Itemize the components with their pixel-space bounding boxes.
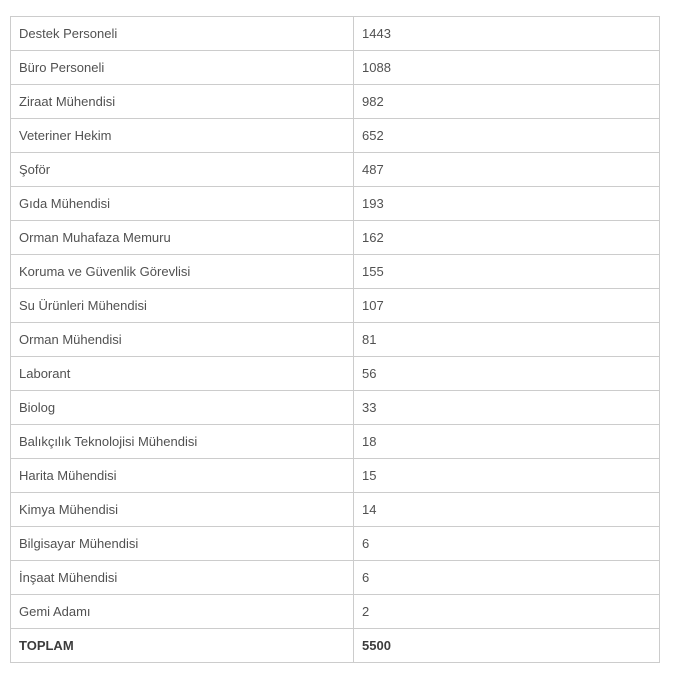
row-value: 2	[354, 595, 660, 629]
table-row	[11, 527, 660, 561]
table-row	[11, 289, 660, 323]
row-label: Koruma ve Güvenlik Görevlisi	[11, 255, 354, 289]
table-row	[11, 493, 660, 527]
row-label: Gıda Mühendisi	[11, 187, 354, 221]
table-row	[11, 187, 660, 221]
row-label: Destek Personeli	[11, 17, 354, 51]
table-row	[11, 323, 660, 357]
table-row	[11, 357, 660, 391]
row-label: Su Ürünleri Mühendisi	[11, 289, 354, 323]
table-row	[11, 255, 660, 289]
table-row	[11, 51, 660, 85]
row-label: Veteriner Hekim	[11, 119, 354, 153]
row-value: 1088	[354, 51, 660, 85]
table-row	[11, 85, 660, 119]
row-value: 155	[354, 255, 660, 289]
row-value: 56	[354, 357, 660, 391]
row-label: Balıkçılık Teknolojisi Mühendisi	[11, 425, 354, 459]
row-value: 487	[354, 153, 660, 187]
table-row	[11, 391, 660, 425]
personnel-table-container	[10, 16, 660, 663]
row-value: 652	[354, 119, 660, 153]
row-label: TOPLAM	[11, 629, 354, 663]
table-row	[11, 17, 660, 51]
row-value: 162	[354, 221, 660, 255]
table-row	[11, 119, 660, 153]
row-label: Şoför	[11, 153, 354, 187]
table-row	[11, 459, 660, 493]
personnel-table	[10, 16, 660, 663]
row-label: İnşaat Mühendisi	[11, 561, 354, 595]
row-label: Biolog	[11, 391, 354, 425]
row-label: Orman Mühendisi	[11, 323, 354, 357]
row-value: 18	[354, 425, 660, 459]
row-value: 1443	[354, 17, 660, 51]
row-value: 15	[354, 459, 660, 493]
row-label: Bilgisayar Mühendisi	[11, 527, 354, 561]
row-label: Laborant	[11, 357, 354, 391]
table-row	[11, 425, 660, 459]
row-value: 14	[354, 493, 660, 527]
row-value: 193	[354, 187, 660, 221]
table-row	[11, 561, 660, 595]
row-label: Harita Mühendisi	[11, 459, 354, 493]
row-value: 982	[354, 85, 660, 119]
table-row	[11, 595, 660, 629]
row-label: Orman Muhafaza Memuru	[11, 221, 354, 255]
row-value: 6	[354, 561, 660, 595]
row-value: 107	[354, 289, 660, 323]
row-value: 5500	[354, 629, 660, 663]
row-value: 81	[354, 323, 660, 357]
row-label: Kimya Mühendisi	[11, 493, 354, 527]
row-label: Büro Personeli	[11, 51, 354, 85]
row-value: 33	[354, 391, 660, 425]
row-label: Ziraat Mühendisi	[11, 85, 354, 119]
table-row	[11, 221, 660, 255]
row-value: 6	[354, 527, 660, 561]
row-label: Gemi Adamı	[11, 595, 354, 629]
table-row-total	[11, 629, 660, 663]
personnel-table-body	[11, 17, 660, 663]
table-row	[11, 153, 660, 187]
